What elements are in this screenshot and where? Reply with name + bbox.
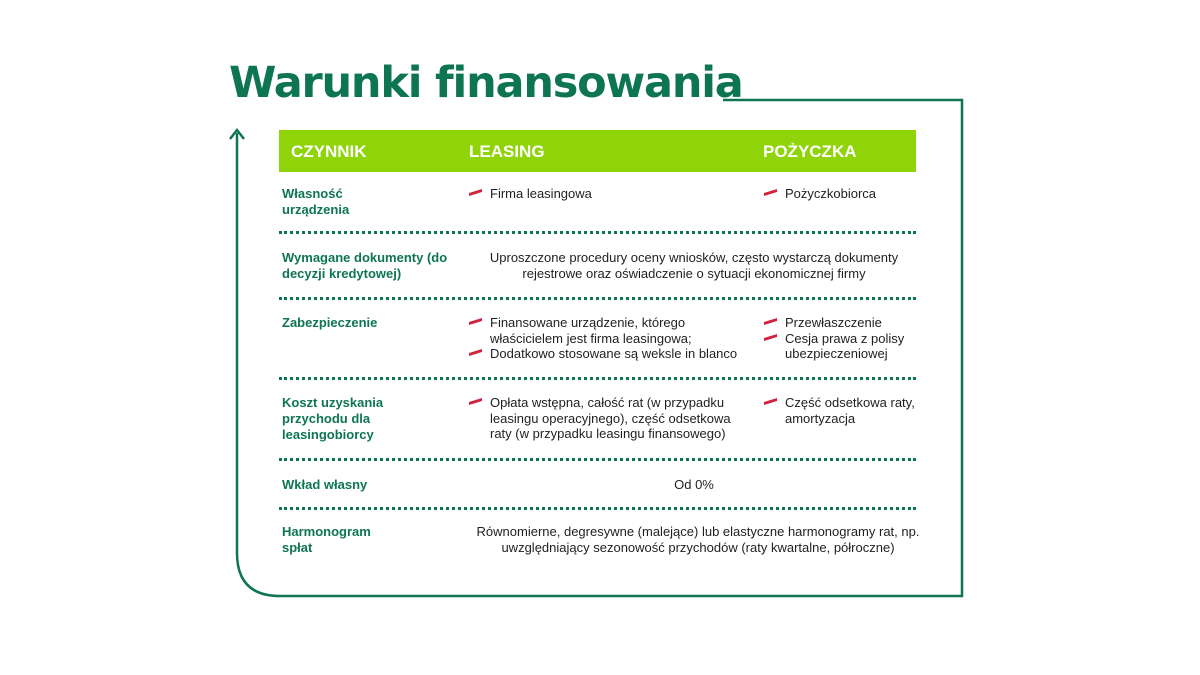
bullet-item: Finansowane urządzenie, którego właścicielem jest firma leasingowa;	[469, 315, 744, 346]
shared-cell: Od 0%	[674, 477, 714, 492]
flag-bullet-icon	[469, 349, 482, 358]
shared-cell: Równomierne, degresywne (malejące) lub elastyczne harmonogramy rat, np. uwzględniający sezonowość przychodów (raty kwartalne, półroczne)	[476, 524, 920, 555]
flag-bullet-icon	[469, 318, 482, 327]
flag-bullet-icon	[469, 189, 482, 198]
table-header	[279, 130, 916, 172]
flag-bullet-icon	[764, 398, 777, 407]
row-divider	[279, 377, 916, 380]
bullet-item: Opłata wstępna, całość rat (w przypadku leasingu operacyjnego), część odsetkowa raty (w przypadku leasingu finansowego)	[469, 395, 739, 442]
header-factor: CZYNNIK	[291, 142, 367, 161]
row-divider	[279, 297, 916, 300]
row-divider	[279, 507, 916, 510]
loan-cell	[764, 186, 919, 202]
row-divider	[279, 231, 916, 234]
row-label: Własność urządzenia	[282, 186, 350, 217]
header-leasing: LEASING	[469, 142, 545, 161]
loan-cell	[764, 315, 909, 362]
leasing-cell	[469, 315, 744, 362]
header-loan: POŻYCZKA	[763, 142, 857, 161]
row-label: Harmonogram spłat	[282, 524, 371, 555]
leasing-cell	[469, 395, 739, 442]
flag-bullet-icon	[764, 318, 777, 327]
loan-cell	[764, 395, 919, 426]
bullet-item: Pożyczkobiorca	[764, 186, 919, 202]
bullet-item: Firma leasingowa	[469, 186, 744, 202]
row-label: Koszt uzyskania przychodu dla leasingobiorcy	[282, 395, 384, 442]
row-divider	[279, 458, 916, 461]
row-label: Wymagane dokumenty (do decyzji kredytowej)	[282, 250, 448, 281]
bullet-item: Dodatkowo stosowane są weksle in blanco	[469, 346, 744, 362]
bullet-item: Część odsetkowa raty, amortyzacja	[764, 395, 919, 426]
bullet-item: Cesja prawa z polisy ubezpieczeniowej	[764, 331, 909, 362]
flag-bullet-icon	[469, 398, 482, 407]
flag-bullet-icon	[764, 189, 777, 198]
leasing-cell	[469, 186, 744, 202]
flag-bullet-icon	[764, 334, 777, 343]
page-title: Warunki finansowania	[229, 58, 743, 108]
row-label: Zabezpieczenie	[282, 315, 378, 330]
shared-cell: Uproszczone procedury oceny wniosków, często wystarczą dokumenty rejestrowe oraz oświadczenie o sytuacji ekonomicznej firmy	[489, 250, 899, 281]
bullet-item: Przewłaszczenie	[764, 315, 909, 331]
financing-table	[279, 130, 920, 555]
row-label: Wkład własny	[282, 477, 368, 492]
